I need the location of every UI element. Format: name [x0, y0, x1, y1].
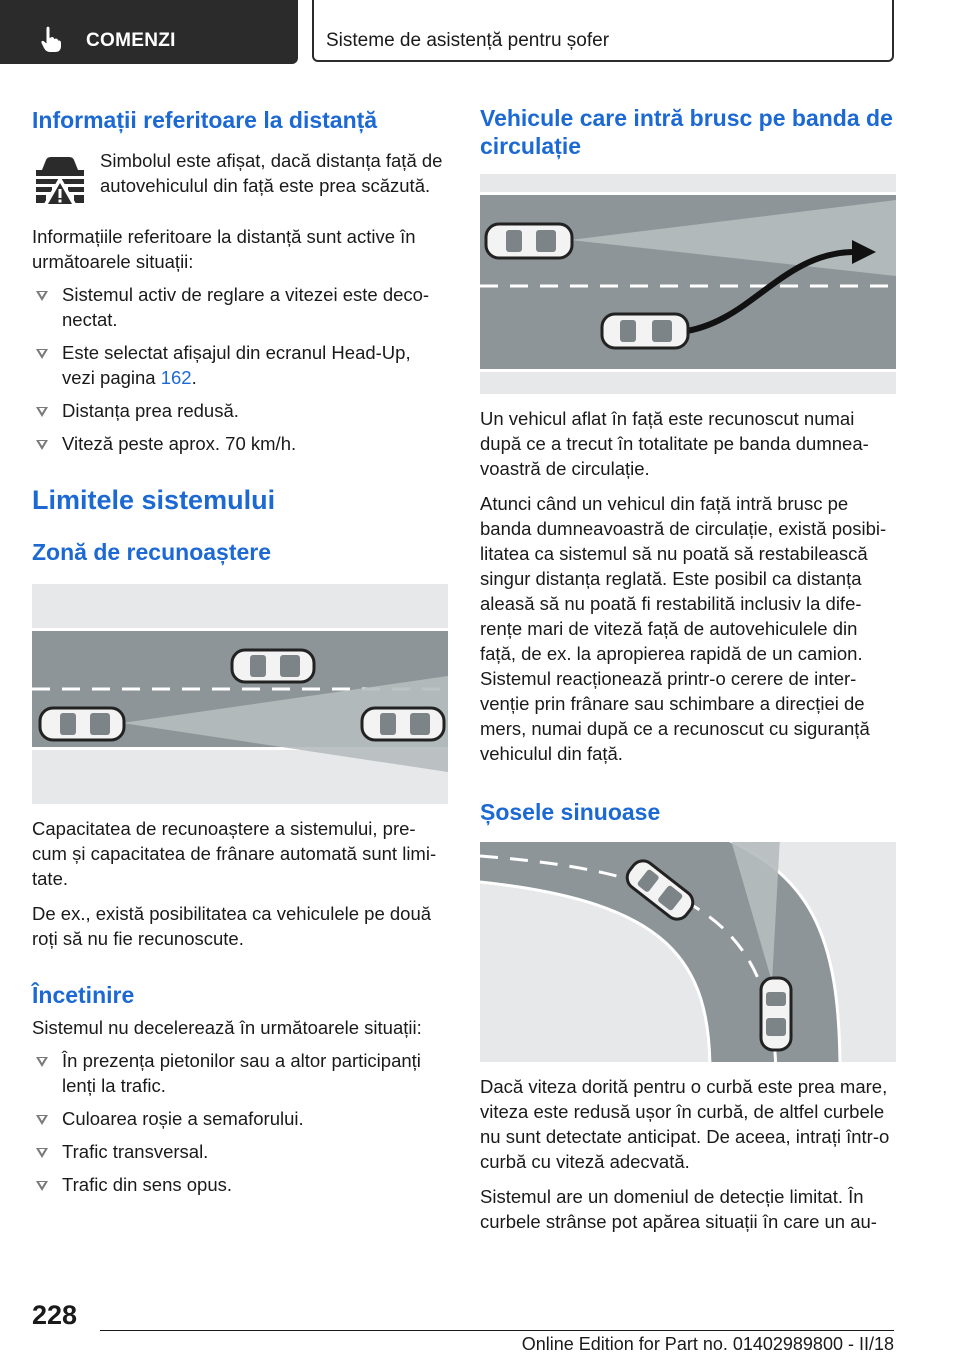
slowing-heading: Încetinire	[32, 982, 135, 1008]
cutin-text-1: Un vehicul aflat în față este recunoscut numai după ce a trecut în totalitate pe banda dumnea-voastră de circulație.	[480, 408, 869, 479]
hand-pointer-icon	[40, 25, 62, 53]
curves-heading: Șosele sinuoase	[480, 799, 661, 825]
recognition-zone-heading: Zonă de recunoaștere	[32, 539, 272, 565]
left-column	[32, 96, 448, 1197]
recognition-text-2: De ex., există posibilitatea ca vehiculele pe două roți să nu fie recunoscute.	[32, 903, 432, 949]
recognition-zone-figure	[32, 584, 448, 804]
list-item: În prezența pietonilor sau a altor participanți lenți la trafic.	[32, 1048, 448, 1098]
top-bar	[0, 0, 960, 66]
active-conditions-list	[32, 282, 448, 456]
curves-text-2: Sistemul are un domeniul de detecție limitat. În curbele strânse pot apărea situații în care un au-	[480, 1186, 877, 1232]
distance-info-heading: Informații referitoare la distanță	[32, 107, 378, 133]
page-link[interactable]: 162	[160, 367, 192, 388]
section-title: Sisteme de asistență pentru șofer	[326, 30, 610, 51]
slowing-intro: Sistemul nu decelerează în următoarele situații:	[32, 1017, 422, 1038]
page-number: 228	[32, 1300, 78, 1330]
triangle-bullet-icon	[36, 291, 48, 301]
tab-label: COMENZI	[86, 30, 176, 51]
triangle-bullet-icon	[36, 1148, 48, 1158]
symbol-row	[32, 148, 448, 208]
list-item: Distanța prea redusă.	[32, 398, 448, 423]
list-item: Viteză peste aprox. 70 km/h.	[32, 431, 448, 456]
list-item: Trafic din sens opus.	[32, 1172, 448, 1197]
footer-divider	[100, 1330, 894, 1331]
list-item: Trafic transversal.	[32, 1139, 448, 1164]
active-intro: Informațiile referitoare la distanță sunt active în următoarele situații:	[32, 226, 416, 272]
edition-text: Online Edition for Part no. 01402989800 - II/18	[521, 1334, 894, 1354]
curves-text-1: Dacă viteza dorită pentru o curbă este prea mare, viteza este redusă ușor în curbă, de altfel curbele nu sunt detectate anticipat. De aceea, intrați într-o curbă cu viteză adecvată.	[480, 1076, 890, 1172]
triangle-bullet-icon	[36, 407, 48, 417]
triangle-bullet-icon	[36, 349, 48, 359]
curves-figure	[480, 842, 896, 1062]
list-item: Culoarea roșie a semaforului.	[32, 1106, 448, 1131]
car-distance-warning-icon	[32, 154, 88, 208]
triangle-bullet-icon	[36, 1115, 48, 1125]
tab-commands[interactable]	[0, 0, 298, 64]
symbol-description: Simbolul este afișat, dacă distanța față de autovehiculul din față este prea scăzută.	[100, 150, 443, 196]
triangle-bullet-icon	[36, 1181, 48, 1191]
cutin-figure	[480, 174, 896, 394]
list-item: Este selectat afișajul din ecranul Head-Up, vezi pagina 162.	[32, 340, 448, 390]
right-column	[480, 96, 896, 1234]
cutin-heading: Vehicule care intră brusc pe banda de circulație	[480, 105, 893, 159]
list-item: Sistemul activ de reglare a vitezei este deco-nectat.	[32, 282, 448, 332]
system-limits-heading: Limitele sistemului	[32, 485, 276, 515]
cutin-text-2: Atunci când un vehicul din față intră brusc pe banda dumneavoastră de circulație, există posibi-litatea ca sistemul să nu poată să restabilească singur distanța reglată. Este posibil ca distanța aleasă să nu poată fi restabilită inclusiv la dife-rențe mari de viteză față de autovehiculele din față, de ex. la apropierea rapidă de un camion. Sistemul reacționează printr-o cerere de inter-venție prin frânare sau schimbare a direcției de mers, numai după ce a recunoscut cu siguranță vehiculul din față.	[480, 493, 887, 764]
slowing-conditions-list	[32, 1048, 448, 1197]
recognition-text-1: Capacitatea de recunoaștere a sistemului, pre-cum și capacitatea de frânare automată sunt limi-tate.	[32, 818, 437, 889]
triangle-bullet-icon	[36, 440, 48, 450]
triangle-bullet-icon	[36, 1057, 48, 1067]
